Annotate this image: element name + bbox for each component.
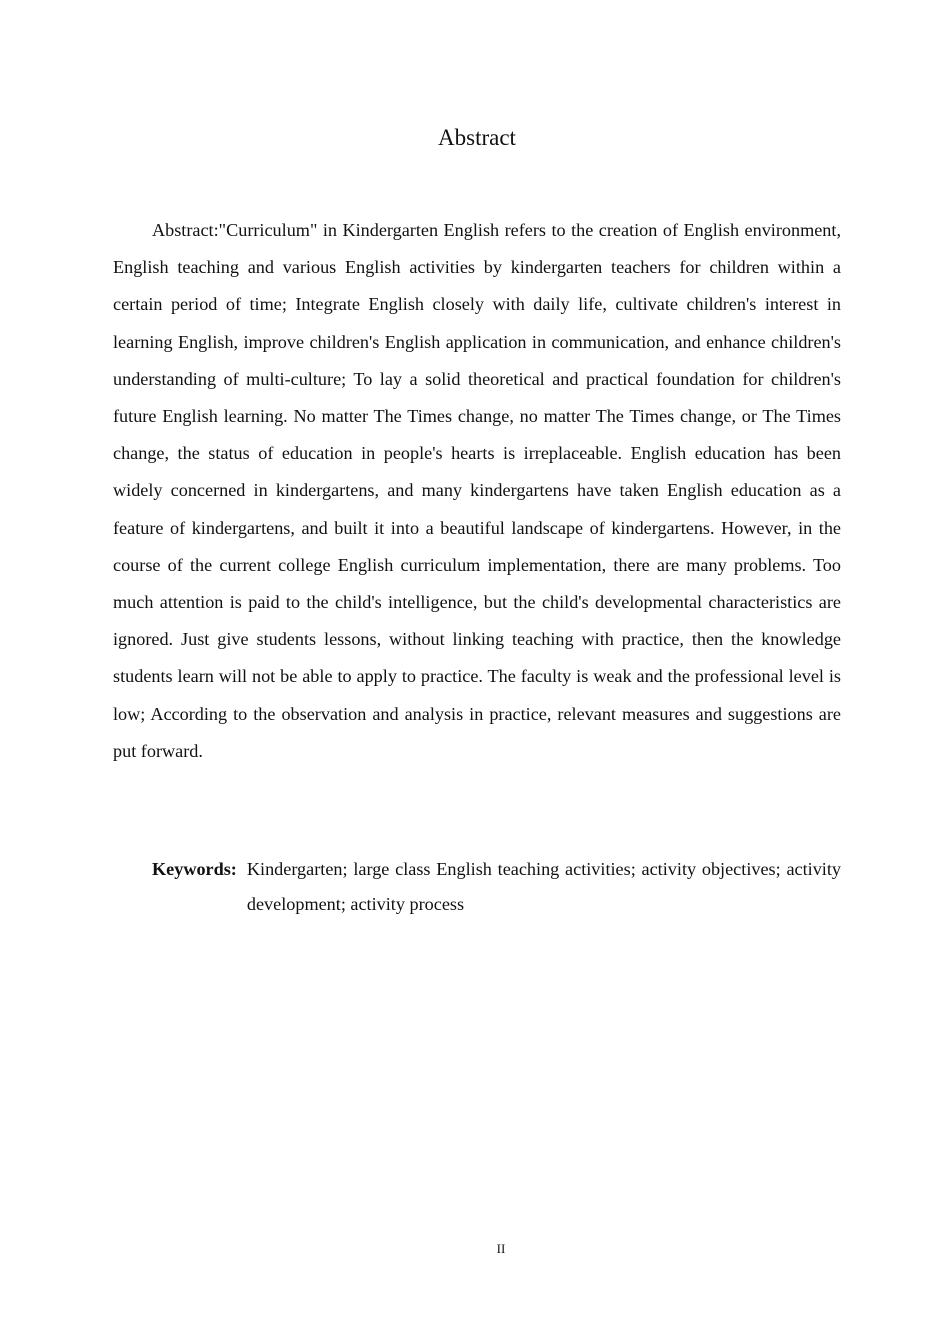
abstract-title: Abstract (438, 125, 516, 150)
keywords-section (152, 852, 841, 922)
keywords-list: Kindergarten; large class English teaching activities; activity objectives; activity development; activity process (246, 859, 841, 914)
page-number: II (496, 1241, 506, 1256)
keywords-label: Keywords: (152, 859, 237, 879)
abstract-body: Abstract:"Curriculum" in Kindergarten English refers to the creation of English environment, English teaching and various English activities by kindergarten teachers for children within a certain period of time; Integrate English closely with daily life, cultivate children's interest in learning English, improve children's English application in communication, and enhance children's understanding of multi-culture; To lay a solid theoretical and practical foundation for children's future English learning. No matter The Times change, no matter The Times change, or The Times change, the status of education in people's hearts is irreplaceable. English education has been widely concerned in kindergartens, and many kindergartens have taken English education as a feature of kindergartens, and built it into a beautiful landscape of kindergartens. However, in the course of the current college English curriculum implementation, there are many problems. Too much attention is paid to the child's intelligence, but the child's developmental characteristics are ignored. Just give students lessons, without linking teaching with practice, then the knowledge students learn will not be able to apply to practice. The faculty is weak and the professional level is low; According to the observation and analysis in practice, relevant measures and suggestions are put forward. (113, 220, 841, 761)
